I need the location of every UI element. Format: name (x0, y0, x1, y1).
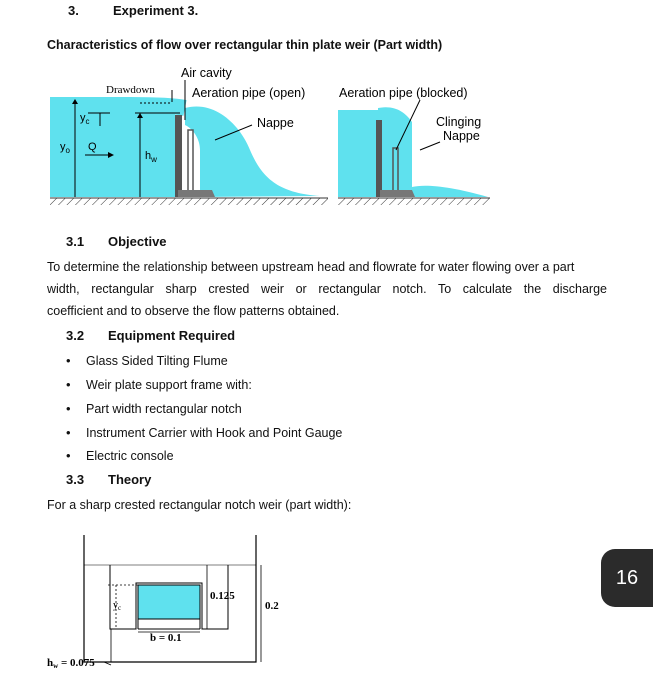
upstream-water-right (338, 110, 378, 197)
equipment-item: Glass Sided Tilting Flume (86, 354, 228, 368)
equipment-heading: Equipment Required (108, 328, 236, 343)
height-0125-label: 0.125 (210, 590, 235, 602)
section-number: 3. (68, 3, 79, 18)
equipment-item: Electric console (86, 449, 174, 463)
nappe-label: Nappe (257, 116, 294, 130)
objective-line: To determine the relationship between upstream head and flowrate for water flowing over a part (47, 260, 575, 274)
equipment-item: Part width rectangular notch (86, 402, 242, 416)
objective-line: coefficient and to observe the flow patterns obtained. (47, 304, 340, 318)
surface-left (50, 105, 185, 108)
theory-heading: Theory (108, 472, 152, 487)
yc-label-2: $y_c$ (113, 600, 122, 612)
bullet-icon: • (66, 353, 71, 368)
ground-left (50, 198, 328, 205)
hw-label: $h_w$ (145, 150, 157, 164)
page-subtitle: Characteristics of flow over rectangular thin plate weir (Part width) (47, 38, 443, 52)
overflow-nappe (185, 106, 320, 197)
bullet-icon: • (66, 377, 71, 392)
weir-plate-right (376, 120, 382, 197)
theory-text: For a sharp crested rectangular notch weir (part width): (47, 498, 352, 512)
weir-plate-left (175, 115, 182, 197)
equipment-number: 3.2 (66, 328, 85, 343)
page-number-badge: 16 (601, 549, 653, 607)
notch-water (138, 585, 200, 619)
weir-base-left (178, 190, 215, 197)
bullet-icon: • (66, 425, 71, 440)
weir-flow-diagram (0, 0, 653, 215)
objective-line: width, rectangular sharp crested weir or rectangular notch. To calculate the discharge (47, 282, 607, 296)
height-02-label: 0.2 (265, 600, 279, 612)
aeration-pipe-open (188, 130, 193, 195)
objective-heading: Objective (108, 234, 167, 249)
clinging-nappe-label: Nappe (443, 129, 480, 143)
ground-right (338, 198, 490, 205)
theory-number: 3.3 (66, 472, 85, 487)
equipment-item: Instrument Carrier with Hook and Point Gauge (86, 426, 343, 440)
notch-diagram (0, 525, 300, 675)
section-title: Experiment 3. (113, 3, 199, 18)
yc-label: $y_c$ (80, 112, 90, 126)
bullet-icon: • (66, 448, 71, 463)
weir-base-right (380, 190, 415, 197)
objective-number: 3.1 (66, 234, 85, 249)
air-cavity-label: Air cavity (181, 66, 232, 80)
bullet-icon: • (66, 401, 71, 416)
aeration-blocked-label: Aeration pipe (blocked) (339, 86, 468, 100)
drawdown-label: Drawdown (106, 84, 155, 96)
hw-value-label: hw = 0.075 (47, 657, 95, 670)
clinging-label: Clinging (436, 115, 482, 129)
equipment-item: Weir plate support frame with: (86, 378, 252, 392)
b-label: b = 0.1 (150, 632, 182, 644)
yo-label: $y_o$ (60, 141, 70, 155)
q-label: Q (88, 141, 97, 153)
objective-text (47, 256, 607, 322)
aeration-open-label: Aeration pipe (open) (192, 86, 306, 100)
